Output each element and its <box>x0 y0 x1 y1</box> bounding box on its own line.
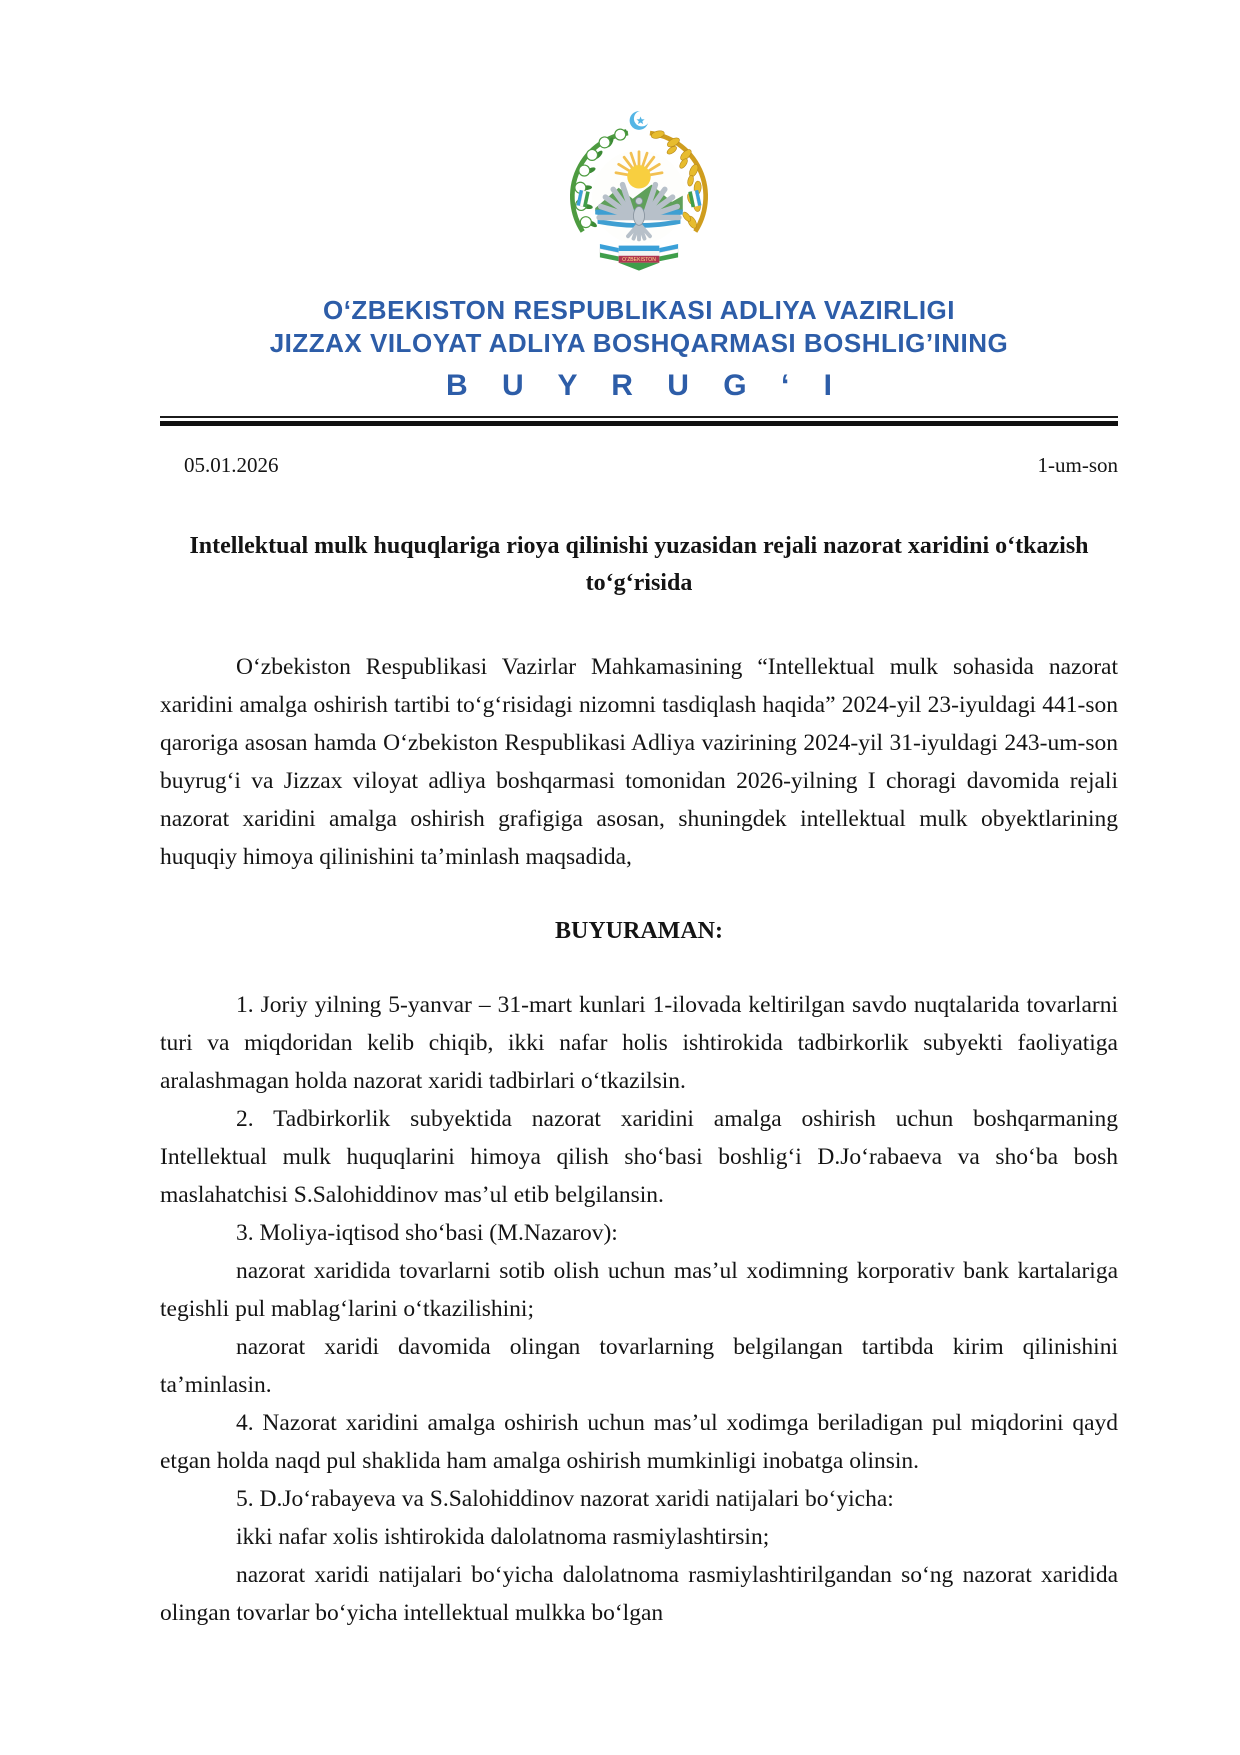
department-name: JIZZAX VILOYAT ADLIYA BOSHQARMASI BOSHLIG’INING <box>269 328 1009 358</box>
order-paragraph-1: 1. Joriy yilning 5-yanvar – 31-mart kunlari 1-ilovada keltirilgan savdo nuqtalarida tovarlarni turi va miqdoridan kelib chiqib, ikki nafar holis ishtirokida tadbirkorlik subyekti faoliyatiga aralashmagan holda nazorat xaridi tadbirlari o‘tkazilsin. <box>160 992 1118 1094</box>
document-header <box>160 0 1118 426</box>
order-paragraph-5b: nazorat xaridi natijalari bo‘yicha dalolatnoma rasmiylashtirilgandan so‘ng nazorat xaridida olingan tovarlar bo‘yicha intellektual mulkka bo‘lgan <box>160 1562 1118 1626</box>
ministry-name: O‘ZBEKISTON RESPUBLIKASI ADLIYA VAZIRLIGI <box>322 295 956 325</box>
document-body <box>160 648 1118 1632</box>
ribbon-banner <box>600 244 678 271</box>
header-divider <box>160 416 1118 426</box>
sun-disk <box>627 165 650 188</box>
order-paragraph-2: 2. Tadbirkorlik subyektida nazorat xaridini amalga oshirish uchun boshqarmaning Intellektual mulk huquqlarini himoya qilish sho‘basi boshlig‘i D.Jo‘rabaeva va sho‘ba bosh maslahatchisi S.Salohiddinov mas’ul etib belgilansin. <box>160 1106 1118 1208</box>
order-paragraph-3a: nazorat xaridida tovarlarni sotib olish uchun mas’ul xodimning korporativ bank kartalariga tegishli pul mablag‘larini o‘tkazilishini; <box>160 1258 1118 1322</box>
order-heading: BUYURAMAN: <box>555 918 723 944</box>
order-paragraph-5a: ikki nafar xolis ishtirokida dalolatnoma rasmiylashtirsin; <box>236 1524 770 1550</box>
order-paragraph-4: 4. Nazorat xaridini amalga oshirish uchun mas’ul xodimga beriladigan pul miqdorini qayd etgan holda naqd pul shaklida ham amalga oshirish mumkinligi inobatga olinsin. <box>160 1410 1118 1474</box>
document-number: 1-um-son <box>1037 453 1118 477</box>
order-paragraph-3b: nazorat xaridi davomida olingan tovarlarning belgilangan tartibda kirim qilinishini ta’minlasin. <box>160 1334 1118 1398</box>
emblem-banner-text: O‘ZBEKISTON <box>622 257 656 264</box>
document-meta <box>160 452 1118 478</box>
order-paragraph-5: 5. D.Jo‘rabayeva va S.Salohiddinov nazorat xaridi natijalari bo‘yicha: <box>236 1486 894 1512</box>
document-type-label: B U Y R U G ‘ I <box>446 369 845 402</box>
crescent-star-icon <box>630 111 650 130</box>
uzbekistan-state-emblem-icon <box>160 104 1118 284</box>
document-title: Intellektual mulk huquqlariga rioya qilinishi yuzasidan rejali nazorat xaridini o‘tkazish to‘g‘risida <box>189 533 1089 596</box>
order-paragraph-3: 3. Moliya-iqtisod sho‘basi (M.Nazarov): <box>236 1220 618 1246</box>
document-date: 05.01.2026 <box>184 453 279 477</box>
intro-paragraph: O‘zbekiston Respublikasi Vazirlar Mahkamasining “Intellektual mulk sohasida nazorat xaridini amalga oshirish tartibi to‘g‘risidagi nizomni tasdiqlash haqida” 2024-yil 23-iyuldagi 441-son qaroriga asosan hamda O‘zbekiston Respublikasi Adliya vazirining 2024-yil 31-iyuldagi 243-um-son buyrug‘i va Jizzax viloyat adliya boshqarmasi tomonidan 2026-yilning I choragi davomida rejali nazorat xaridini amalga oshirish grafigiga asosan, shuningdek intellektual mulk obyektlarining huquqiy himoya qilinishini ta’minlash maqsadida, <box>160 654 1118 870</box>
